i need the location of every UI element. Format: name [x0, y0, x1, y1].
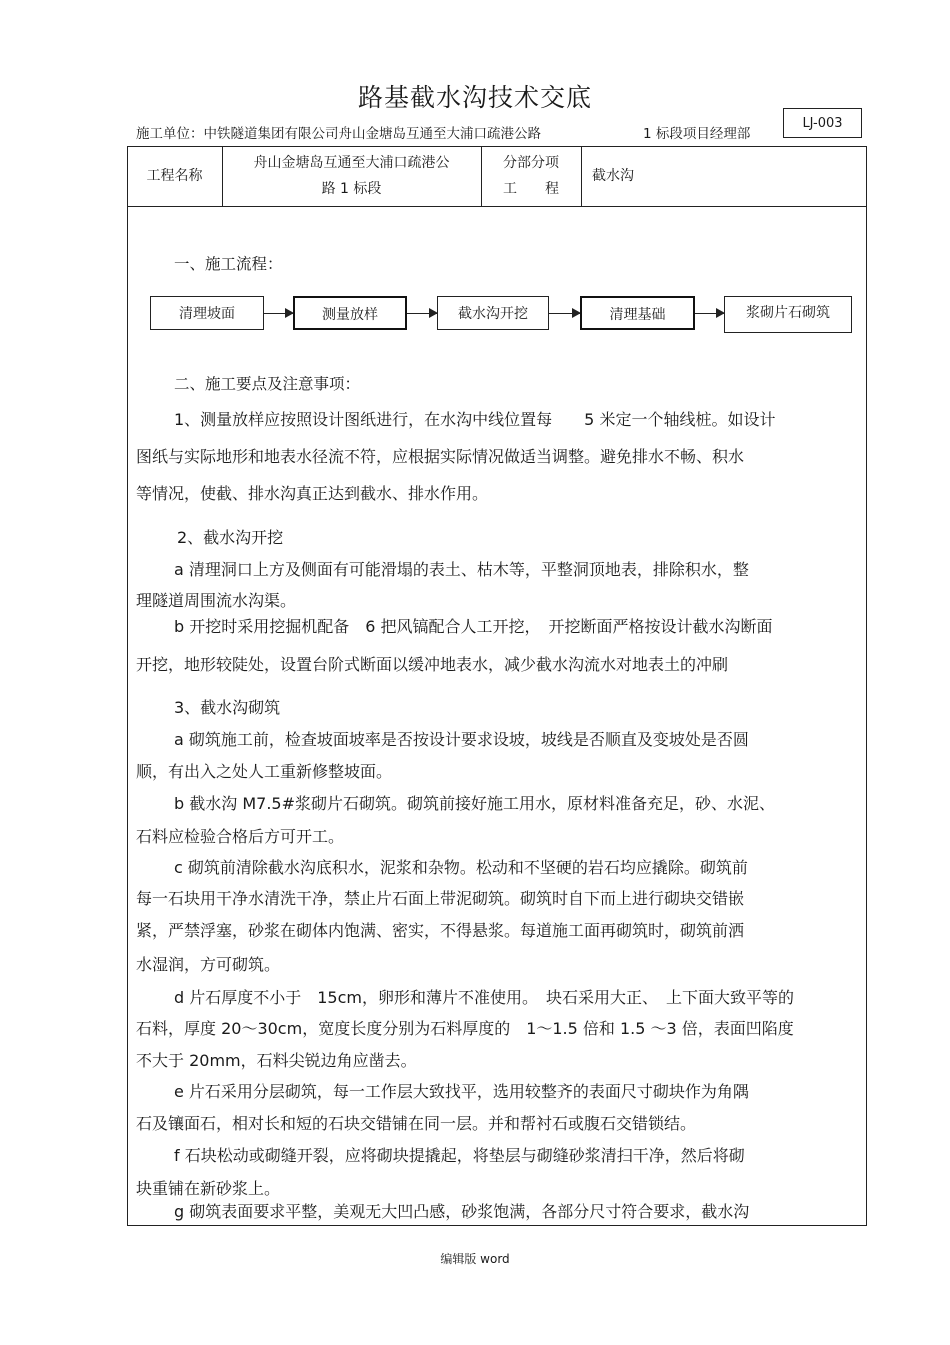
flow-step-3: 截水沟开挖 — [437, 296, 549, 330]
body-line: e 片石采用分层砌筑，每一工作层大致找平，选用较整齐的表面尺寸砌块作为角隅 — [174, 1082, 749, 1101]
project-name-line1: 舟山金塘岛互通至大浦口疏港公 — [253, 155, 450, 171]
body-line: f 石块松动或砌缝开裂，应将砌块提撬起，将垫层与砌缝砂浆清扫干净，然后将砌 — [174, 1146, 745, 1165]
info-table-divider — [127, 206, 867, 207]
body-line: a 清理洞口上方及侧面有可能滑塌的表土、枯木等，平整洞顶地表，排除积水，整 — [174, 560, 749, 579]
body-line: 不大于 20mm，石料尖锐边角应凿去。 — [136, 1051, 417, 1070]
page-footer: 编辑版 word — [440, 1252, 510, 1266]
flow-arrow-3 — [549, 313, 580, 314]
body-line: 石料应检验合格后方可开工。 — [136, 827, 345, 846]
project-name-line2: 路 1 标段 — [321, 181, 382, 197]
sub-item-value: 截水沟 — [592, 168, 634, 184]
body-line: 每一石块用干净水清洗干净，禁止片石面上带泥砌筑。砌筑时自下而上进行砌块交错嵌 — [136, 889, 745, 908]
body-line: 1、测量放样应按照设计图纸进行，在水沟中线位置每 5 米定一个轴线桩。如设计 — [174, 410, 776, 429]
body-line: g 砌筑表面要求平整，美观无大凹凸感，砂浆饱满，各部分尺寸符合要求，截水沟 — [174, 1202, 750, 1221]
subheading-masonry: 3、截水沟砌筑 — [174, 698, 281, 717]
section1-heading: 一、施工流程： — [174, 255, 283, 273]
body-line: b 截水沟 M7.5#浆砌片石砌筑。砌筑前接好施工用水，原材料准备充足，砂、水泥、 — [174, 794, 775, 813]
body-line: 图纸与实际地形和地表水径流不符，应根据实际情况做适当调整。避免排水不畅、积水 — [136, 447, 745, 466]
flow-step-1: 清理坡面 — [150, 296, 264, 330]
document-code: LJ-003 — [783, 108, 862, 138]
flow-step-5: 浆砌片石砌筑 — [724, 296, 852, 333]
sub-item-label-line1: 分部分项 — [503, 155, 559, 171]
flow-arrow-2 — [407, 313, 437, 314]
body-line: d 片石厚度不小于 15cm，卵形和薄片不准使用。 块石采用大正、 上下面大致平等的 — [174, 988, 794, 1007]
flow-step-4: 清理基础 — [580, 296, 695, 330]
body-line: a 砌筑施工前，检查坡面坡率是否按设计要求设坡，坡线是否顺直及变坡处是否圆 — [174, 730, 749, 749]
body-line: c 砌筑前清除截水沟底积水，泥浆和杂物。松动和不坚硬的岩石均应撬除。砌筑前 — [174, 858, 748, 877]
body-line: 理隧道周围流水沟渠。 — [136, 591, 297, 610]
body-line: b 开挖时采用挖掘机配备 6 把风镐配合人工开挖， 开挖断面严格按设计截水沟断面 — [174, 617, 773, 636]
subheading-excavation: 2、截水沟开挖 — [177, 528, 284, 547]
construction-unit-suffix: 1 标段项目经理部 — [643, 126, 751, 142]
flow-arrow-4 — [695, 313, 724, 314]
sub-item-label-line2: 工 程 — [503, 181, 559, 197]
body-line: 石及镶面石，相对长和短的石块交错铺在同一层。并和帮衬石或腹石交错锁结。 — [136, 1114, 697, 1133]
body-line: 开挖，地形较陡处，设置台阶式断面以缓冲地表水，减少截水沟流水对地表土的冲刷 — [136, 655, 729, 674]
flow-arrow-1 — [264, 313, 293, 314]
body-line: 水湿润，方可砌筑。 — [136, 955, 281, 974]
project-name-label: 工程名称 — [146, 168, 203, 184]
body-line: 等情况，使截、排水沟真正达到截水、排水作用。 — [136, 484, 489, 503]
flow-step-2: 测量放样 — [293, 296, 407, 330]
section2-heading: 二、施工要点及注意事项： — [174, 375, 361, 393]
document-title: 路基截水沟技术交底 — [357, 83, 592, 112]
construction-unit: 施工单位：中铁隧道集团有限公司舟山金塘岛互通至大浦口疏港公路 — [136, 126, 541, 142]
body-line: 块重铺在新砂浆上。 — [136, 1179, 281, 1198]
body-line: 顺，有出入之处人工重新修整坡面。 — [136, 762, 393, 781]
body-line: 石料，厚度 20～30cm，宽度长度分别为石料厚度的 1～1.5 倍和 1.5 ～3 倍，表面凹陷度 — [136, 1019, 794, 1038]
body-line: 紧，严禁浮塞，砂浆在砌体内饱满、密实，不得悬浆。每道施工面再砌筑时，砌筑前洒 — [136, 921, 745, 940]
table-col-divider-3 — [581, 146, 582, 206]
